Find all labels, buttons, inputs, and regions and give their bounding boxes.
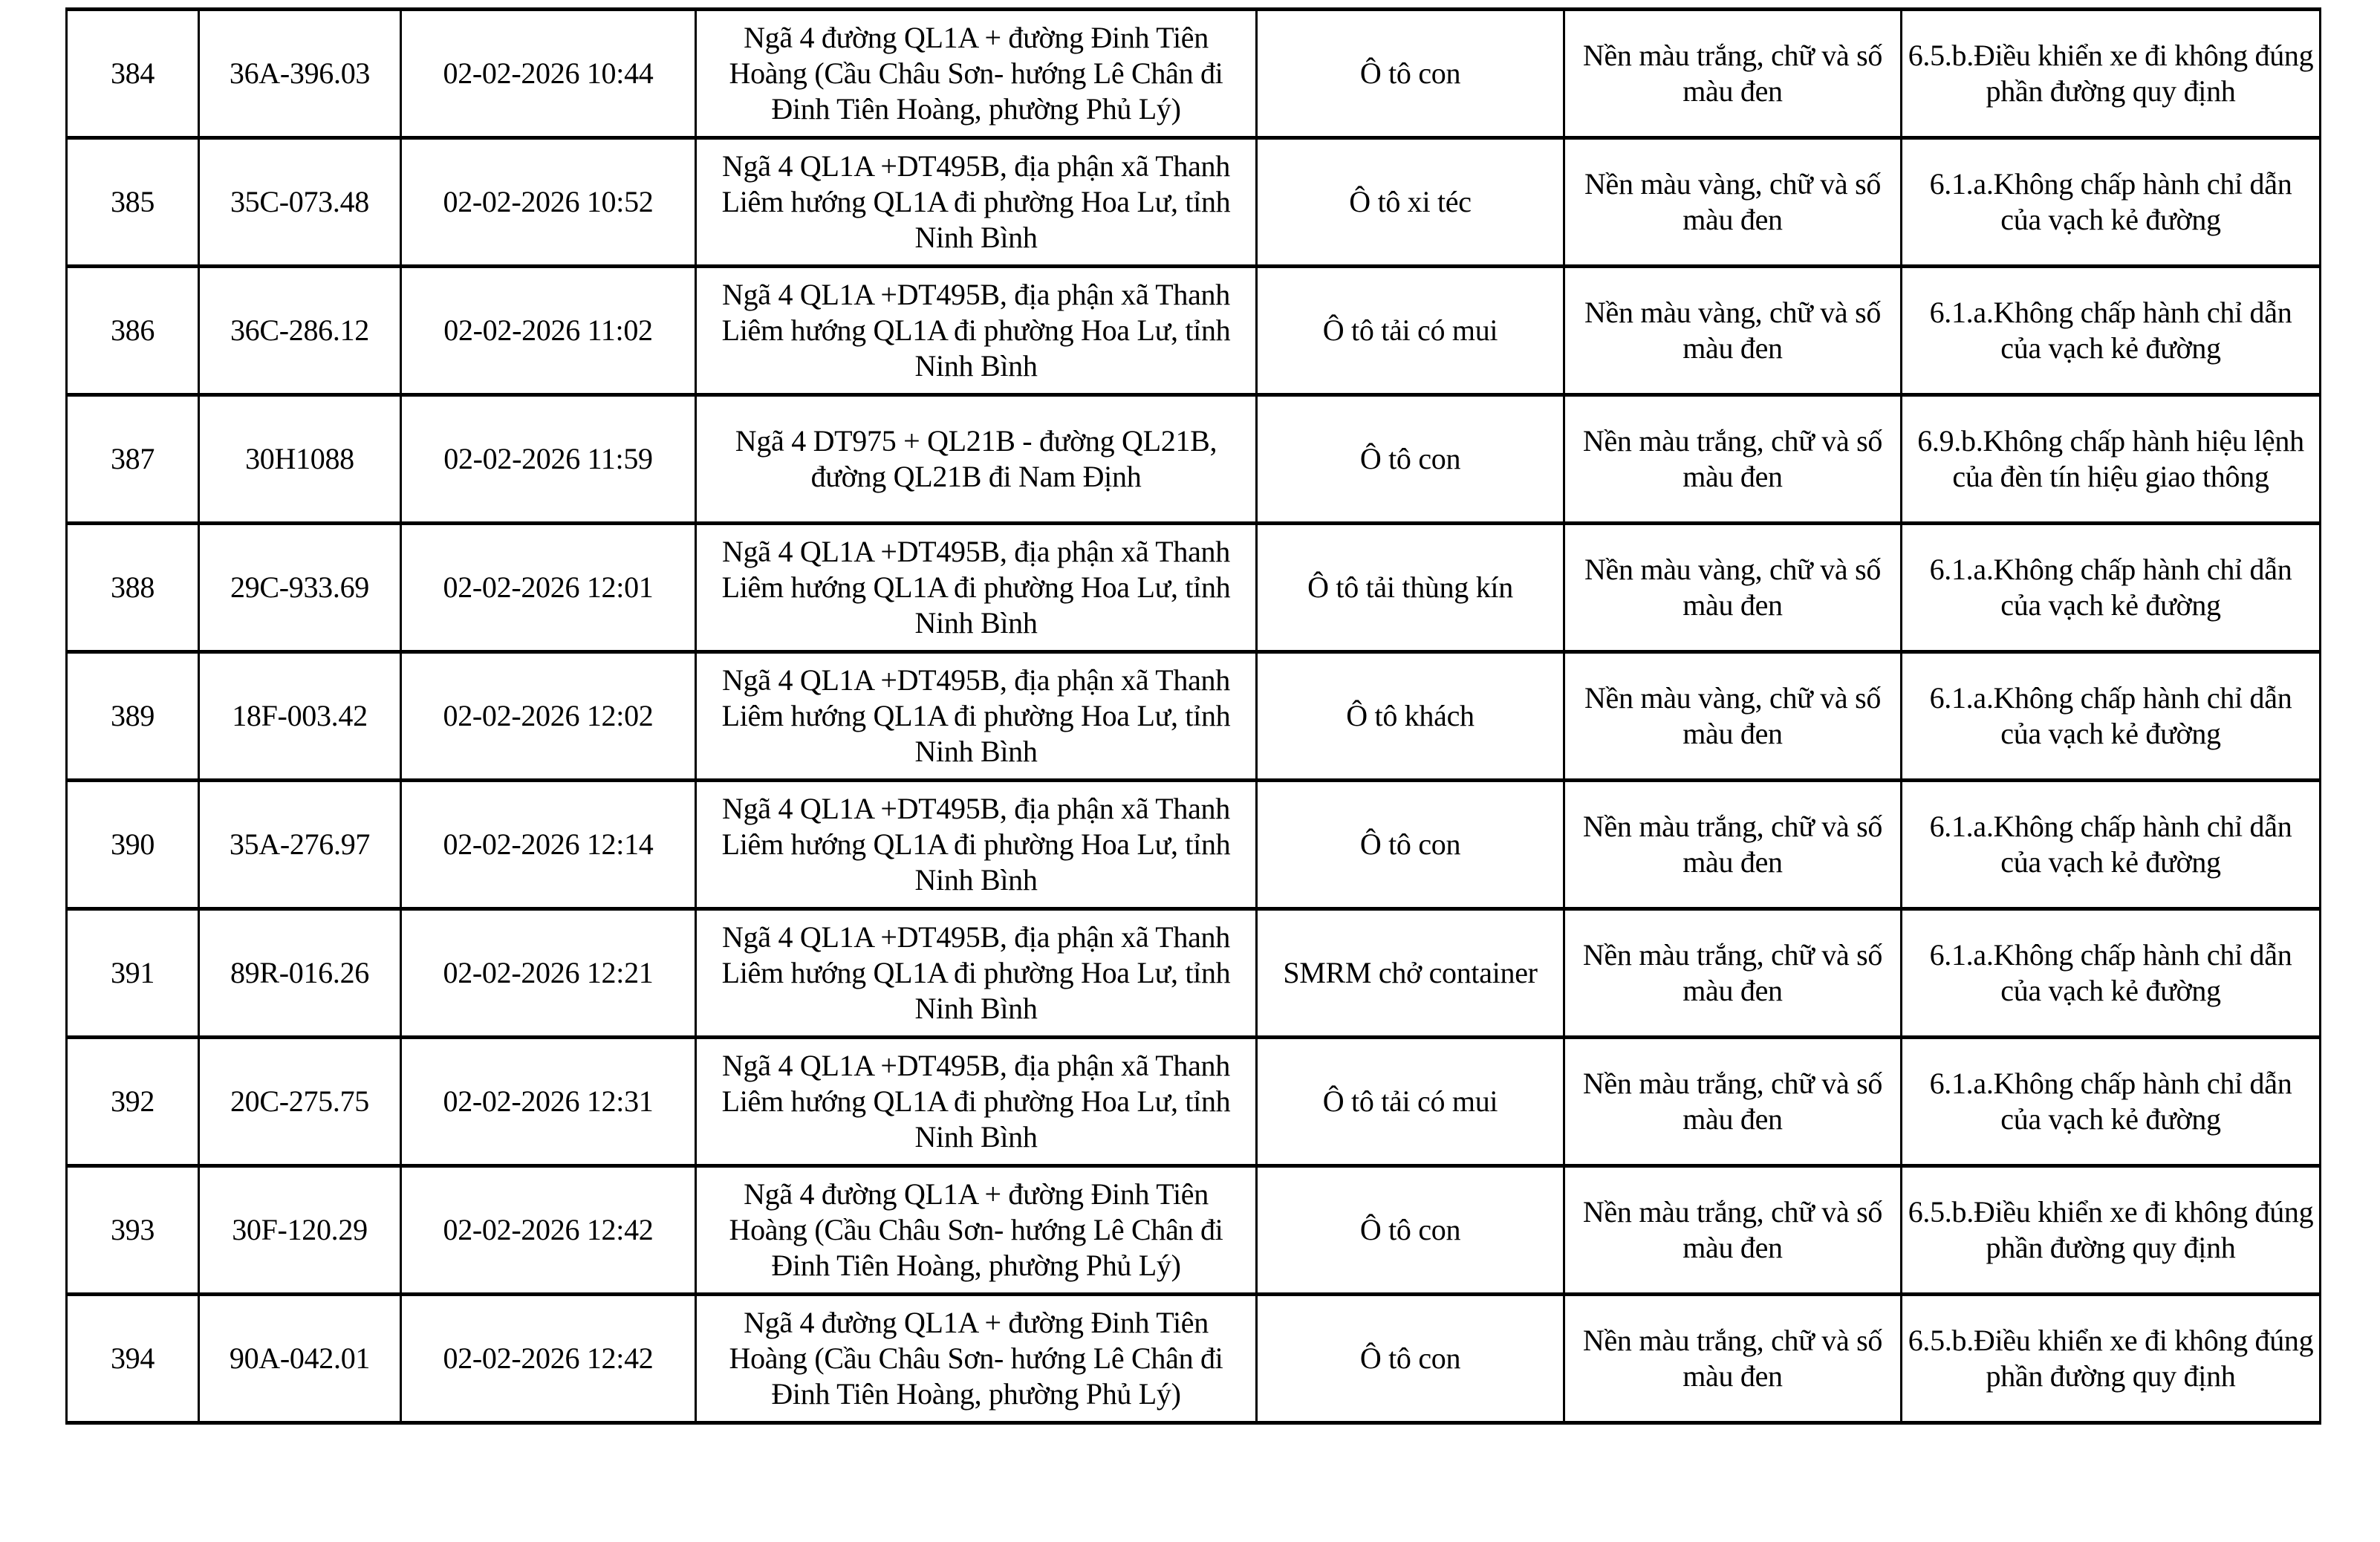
cell-violation: 6.1.a.Không chấp hành chỉ dẫn của vạch kẻ đường bbox=[1902, 781, 2321, 909]
cell-location: Ngã 4 DT975 + QL21B - đường QL21B, đường QL21B đi Nam Định bbox=[696, 395, 1257, 524]
cell-datetime: 02-02-2026 12:21 bbox=[401, 909, 696, 1038]
cell-vehicle-type: Ô tô con bbox=[1257, 1166, 1564, 1295]
cell-violation: 6.9.b.Không chấp hành hiệu lệnh của đèn tín hiệu giao thông bbox=[1902, 395, 2321, 524]
cell-datetime: 02-02-2026 12:42 bbox=[401, 1166, 696, 1295]
cell-plate-number: 89R-016.26 bbox=[199, 909, 401, 1038]
table-row bbox=[67, 1295, 2321, 1423]
cell-stt: 387 bbox=[67, 395, 199, 524]
cell-plate-color: Nền màu trắng, chữ và số màu đen bbox=[1564, 781, 1902, 909]
cell-stt: 384 bbox=[67, 10, 199, 138]
cell-vehicle-type: Ô tô con bbox=[1257, 395, 1564, 524]
cell-plate-color: Nền màu trắng, chữ và số màu đen bbox=[1564, 1166, 1902, 1295]
cell-vehicle-type: Ô tô con bbox=[1257, 1295, 1564, 1423]
table-row bbox=[67, 395, 2321, 524]
cell-vehicle-type: Ô tô con bbox=[1257, 781, 1564, 909]
cell-stt: 392 bbox=[67, 1038, 199, 1166]
cell-plate-number: 18F-003.42 bbox=[199, 652, 401, 781]
cell-datetime: 02-02-2026 11:59 bbox=[401, 395, 696, 524]
cell-stt: 391 bbox=[67, 909, 199, 1038]
cell-plate-color: Nền màu vàng, chữ và số màu đen bbox=[1564, 652, 1902, 781]
cell-violation: 6.1.a.Không chấp hành chỉ dẫn của vạch kẻ đường bbox=[1902, 524, 2321, 652]
cell-datetime: 02-02-2026 12:02 bbox=[401, 652, 696, 781]
violations-table bbox=[65, 7, 2321, 1425]
cell-plate-number: 36C-286.12 bbox=[199, 267, 401, 395]
cell-vehicle-type: Ô tô xi téc bbox=[1257, 138, 1564, 267]
cell-vehicle-type: Ô tô tải thùng kín bbox=[1257, 524, 1564, 652]
cell-stt: 393 bbox=[67, 1166, 199, 1295]
cell-violation: 6.5.b.Điều khiển xe đi không đúng phần đường quy định bbox=[1902, 1166, 2321, 1295]
cell-plate-number: 29C-933.69 bbox=[199, 524, 401, 652]
cell-datetime: 02-02-2026 10:52 bbox=[401, 138, 696, 267]
cell-location: Ngã 4 QL1A +DT495B, địa phận xã Thanh Liêm hướng QL1A đi phường Hoa Lư, tỉnh Ninh Bình bbox=[696, 909, 1257, 1038]
cell-location: Ngã 4 đường QL1A + đường Đinh Tiên Hoàng (Cầu Châu Sơn- hướng Lê Chân đi Đinh Tiên Hoàng, phường Phủ Lý) bbox=[696, 1295, 1257, 1423]
cell-location: Ngã 4 đường QL1A + đường Đinh Tiên Hoàng (Cầu Châu Sơn- hướng Lê Chân đi Đinh Tiên Hoàng, phường Phủ Lý) bbox=[696, 1166, 1257, 1295]
cell-datetime: 02-02-2026 12:14 bbox=[401, 781, 696, 909]
cell-violation: 6.5.b.Điều khiển xe đi không đúng phần đường quy định bbox=[1902, 1295, 2321, 1423]
cell-stt: 394 bbox=[67, 1295, 199, 1423]
cell-vehicle-type: Ô tô tải có mui bbox=[1257, 267, 1564, 395]
cell-plate-number: 30H1088 bbox=[199, 395, 401, 524]
cell-vehicle-type: Ô tô khách bbox=[1257, 652, 1564, 781]
cell-datetime: 02-02-2026 10:44 bbox=[401, 10, 696, 138]
cell-stt: 385 bbox=[67, 138, 199, 267]
cell-location: Ngã 4 đường QL1A + đường Đinh Tiên Hoàng (Cầu Châu Sơn- hướng Lê Chân đi Đinh Tiên Hoàng, phường Phủ Lý) bbox=[696, 10, 1257, 138]
table-row bbox=[67, 1166, 2321, 1295]
cell-location: Ngã 4 QL1A +DT495B, địa phận xã Thanh Liêm hướng QL1A đi phường Hoa Lư, tỉnh Ninh Bình bbox=[696, 267, 1257, 395]
table-row bbox=[67, 652, 2321, 781]
table-row bbox=[67, 267, 2321, 395]
cell-vehicle-type: Ô tô con bbox=[1257, 10, 1564, 138]
cell-violation: 6.1.a.Không chấp hành chỉ dẫn của vạch kẻ đường bbox=[1902, 138, 2321, 267]
cell-datetime: 02-02-2026 12:01 bbox=[401, 524, 696, 652]
table-row bbox=[67, 138, 2321, 267]
cell-plate-number: 90A-042.01 bbox=[199, 1295, 401, 1423]
cell-stt: 386 bbox=[67, 267, 199, 395]
table-row bbox=[67, 1038, 2321, 1166]
cell-datetime: 02-02-2026 12:31 bbox=[401, 1038, 696, 1166]
cell-violation: 6.5.b.Điều khiển xe đi không đúng phần đường quy định bbox=[1902, 10, 2321, 138]
cell-plate-number: 20C-275.75 bbox=[199, 1038, 401, 1166]
cell-plate-number: 30F-120.29 bbox=[199, 1166, 401, 1295]
cell-violation: 6.1.a.Không chấp hành chỉ dẫn của vạch kẻ đường bbox=[1902, 267, 2321, 395]
cell-violation: 6.1.a.Không chấp hành chỉ dẫn của vạch kẻ đường bbox=[1902, 652, 2321, 781]
cell-vehicle-type: Ô tô tải có mui bbox=[1257, 1038, 1564, 1166]
cell-plate-color: Nền màu trắng, chữ và số màu đen bbox=[1564, 10, 1902, 138]
table-row bbox=[67, 10, 2321, 138]
cell-stt: 390 bbox=[67, 781, 199, 909]
cell-location: Ngã 4 QL1A +DT495B, địa phận xã Thanh Liêm hướng QL1A đi phường Hoa Lư, tỉnh Ninh Bình bbox=[696, 138, 1257, 267]
cell-plate-number: 35C-073.48 bbox=[199, 138, 401, 267]
table-row bbox=[67, 524, 2321, 652]
cell-plate-color: Nền màu trắng, chữ và số màu đen bbox=[1564, 395, 1902, 524]
table-row bbox=[67, 781, 2321, 909]
cell-location: Ngã 4 QL1A +DT495B, địa phận xã Thanh Liêm hướng QL1A đi phường Hoa Lư, tỉnh Ninh Bình bbox=[696, 652, 1257, 781]
cell-location: Ngã 4 QL1A +DT495B, địa phận xã Thanh Liêm hướng QL1A đi phường Hoa Lư, tỉnh Ninh Bình bbox=[696, 524, 1257, 652]
cell-stt: 389 bbox=[67, 652, 199, 781]
cell-location: Ngã 4 QL1A +DT495B, địa phận xã Thanh Liêm hướng QL1A đi phường Hoa Lư, tỉnh Ninh Bình bbox=[696, 781, 1257, 909]
cell-location: Ngã 4 QL1A +DT495B, địa phận xã Thanh Liêm hướng QL1A đi phường Hoa Lư, tỉnh Ninh Bình bbox=[696, 1038, 1257, 1166]
table-row bbox=[67, 909, 2321, 1038]
cell-plate-color: Nền màu vàng, chữ và số màu đen bbox=[1564, 267, 1902, 395]
cell-plate-color: Nền màu trắng, chữ và số màu đen bbox=[1564, 909, 1902, 1038]
cell-violation: 6.1.a.Không chấp hành chỉ dẫn của vạch kẻ đường bbox=[1902, 1038, 2321, 1166]
cell-plate-number: 36A-396.03 bbox=[199, 10, 401, 138]
cell-plate-number: 35A-276.97 bbox=[199, 781, 401, 909]
cell-plate-color: Nền màu vàng, chữ và số màu đen bbox=[1564, 524, 1902, 652]
cell-violation: 6.1.a.Không chấp hành chỉ dẫn của vạch kẻ đường bbox=[1902, 909, 2321, 1038]
cell-datetime: 02-02-2026 11:02 bbox=[401, 267, 696, 395]
cell-plate-color: Nền màu trắng, chữ và số màu đen bbox=[1564, 1038, 1902, 1166]
cell-vehicle-type: SMRM chở container bbox=[1257, 909, 1564, 1038]
cell-stt: 388 bbox=[67, 524, 199, 652]
cell-datetime: 02-02-2026 12:42 bbox=[401, 1295, 696, 1423]
cell-plate-color: Nền màu vàng, chữ và số màu đen bbox=[1564, 138, 1902, 267]
cell-plate-color: Nền màu trắng, chữ và số màu đen bbox=[1564, 1295, 1902, 1423]
